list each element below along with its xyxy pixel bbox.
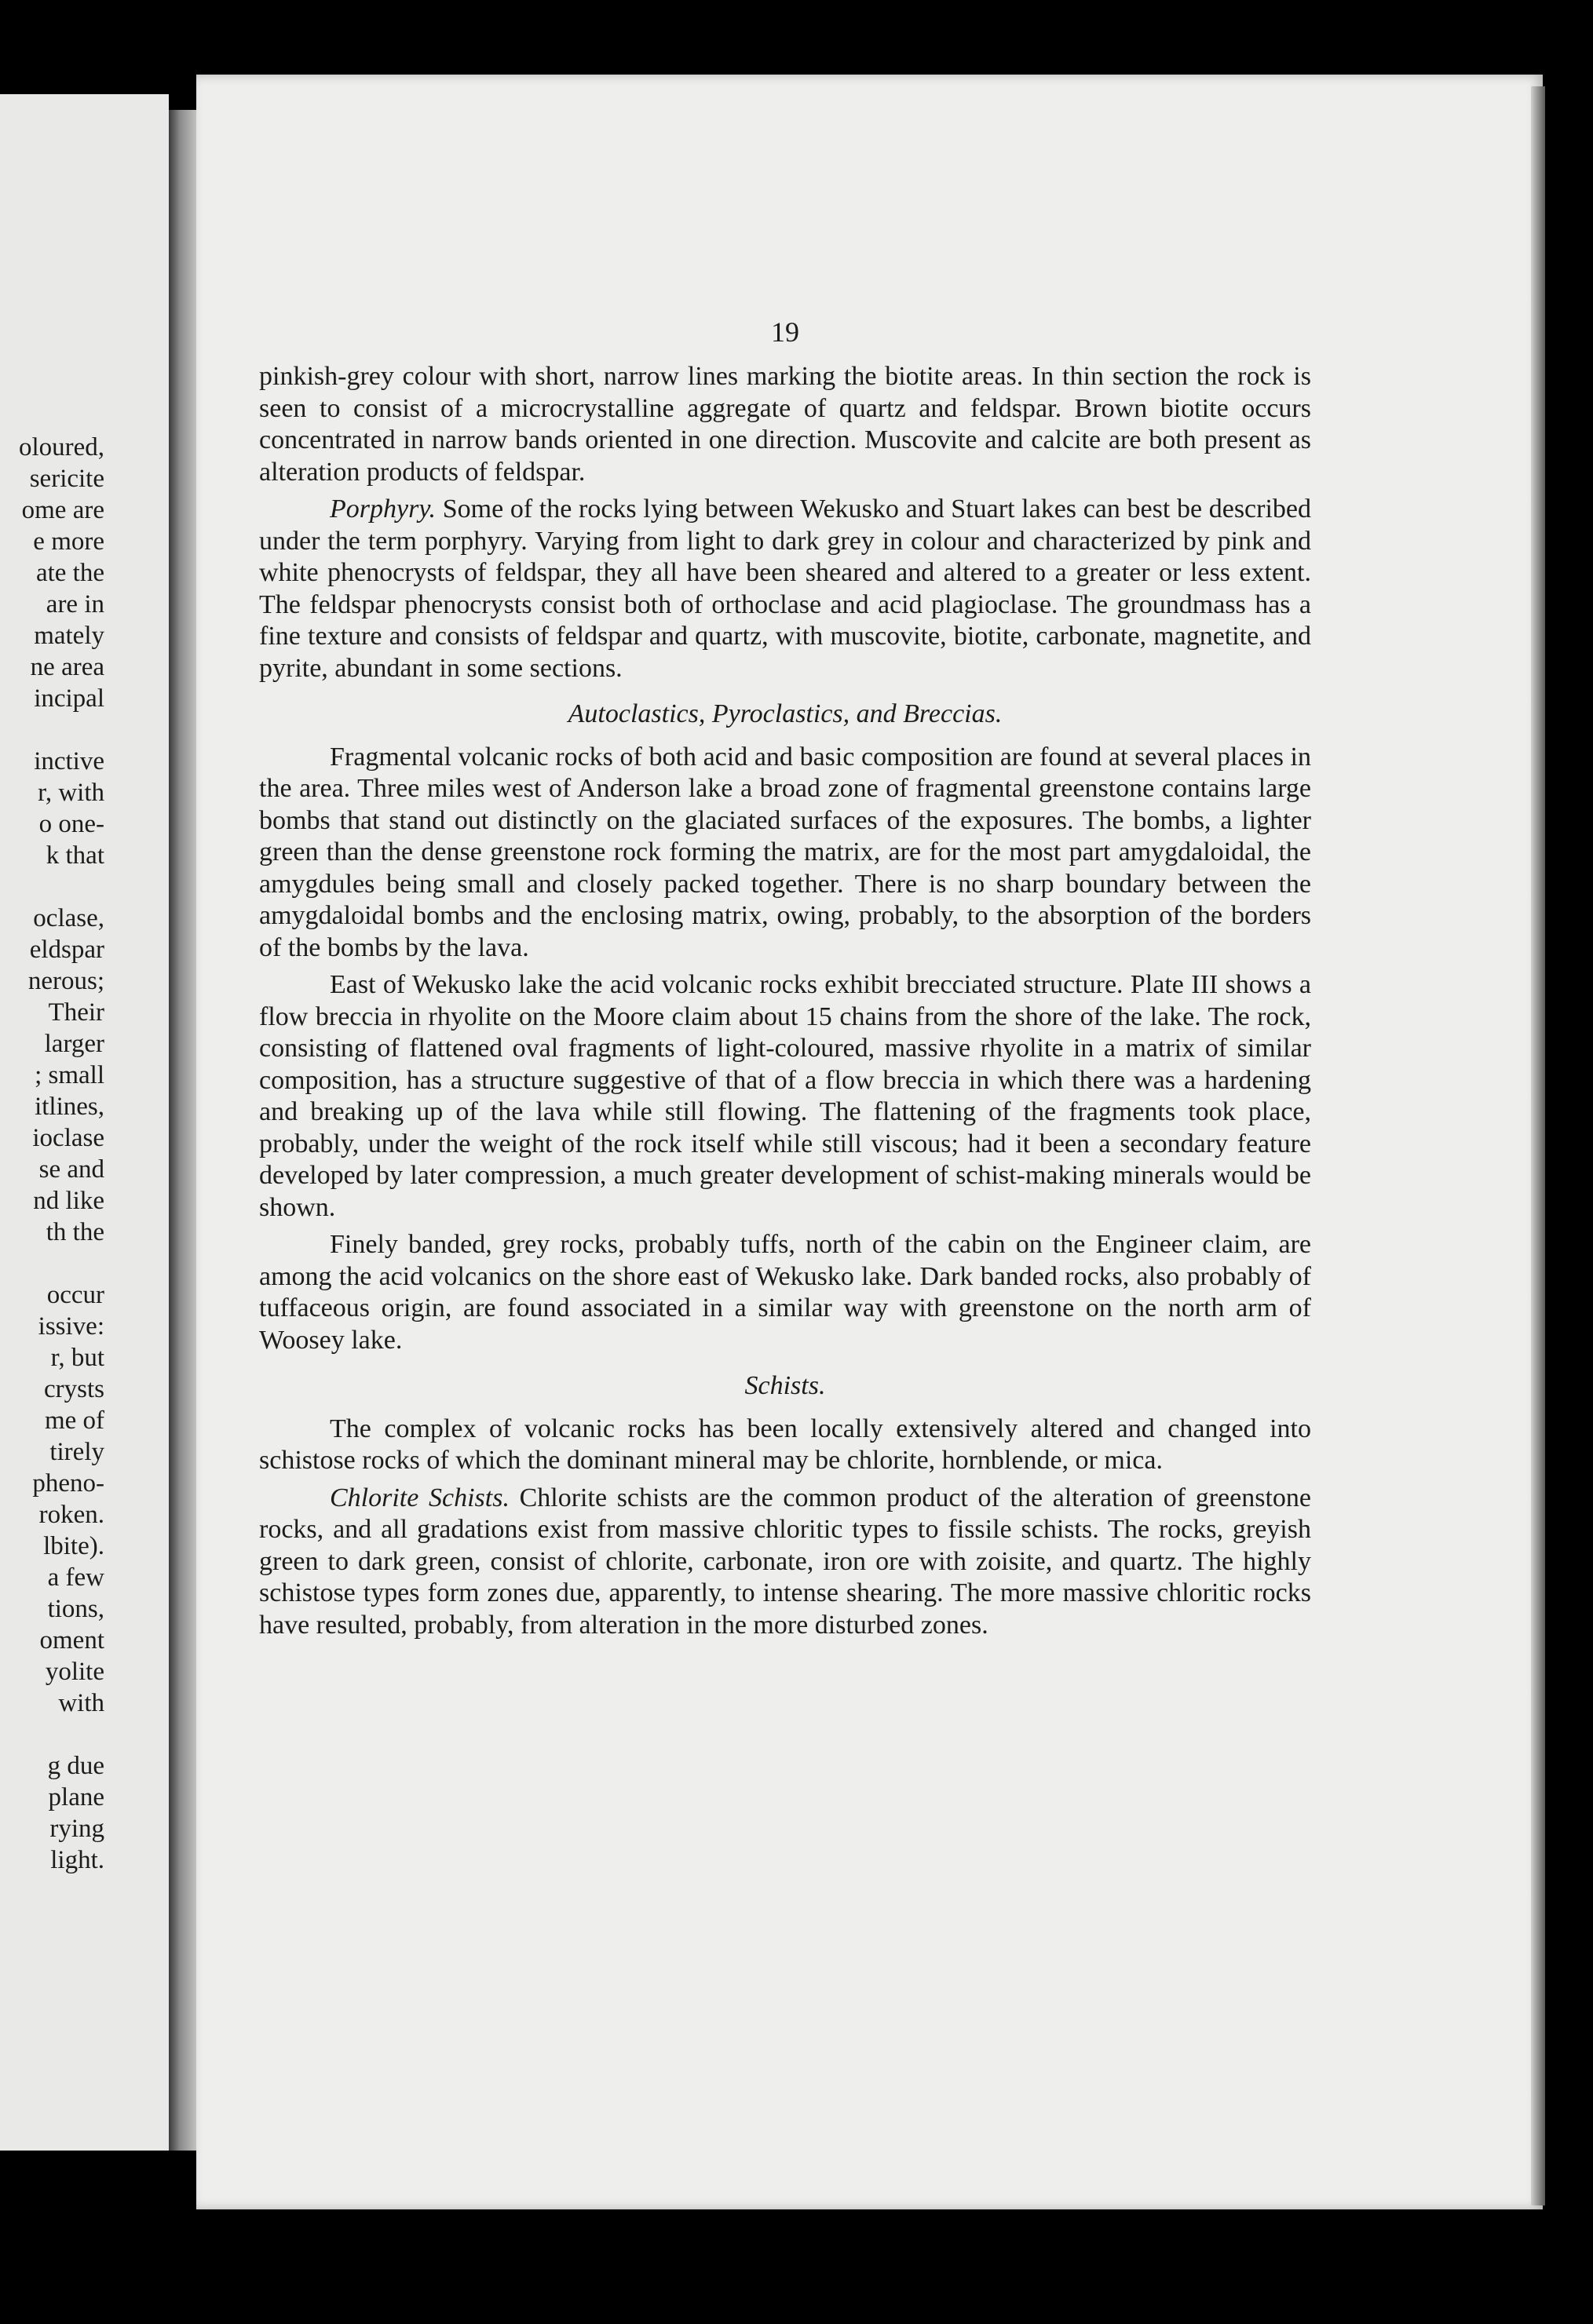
left-page-line: tions,: [47, 1595, 104, 1623]
left-page-line: are in: [46, 590, 104, 618]
left-page-line: eldspar: [29, 936, 104, 964]
heading-autoclastics: Autoclastics, Pyroclastics, and Breccias.: [568, 699, 1003, 728]
left-page-line: nerous;: [27, 967, 104, 995]
left-page-line: a few: [47, 1563, 104, 1592]
left-page-line: nd like: [33, 1187, 104, 1215]
left-page-line: Their: [48, 998, 104, 1027]
paragraph-porphyry: [259, 494, 1311, 684]
left-page-line: plane: [48, 1783, 104, 1811]
left-page-line: mately: [34, 622, 104, 650]
paragraph-biotite: pinkish-grey colour with short, narrow lines marking the biotite areas. In thin section the rock is seen to consist of a microcrystalline aggregate of quartz and feldspar. Brown biotite occurs concentrated in narrow bands oriented in one direction. Muscovite and calcite are both present as alteration products of feldspar.: [259, 362, 1311, 487]
left-page-line: ne area: [30, 653, 104, 681]
left-page-line: r, but: [50, 1344, 104, 1372]
left-page-line: tirely: [49, 1438, 104, 1466]
left-page-line: oclase,: [33, 904, 104, 932]
left-page-line: incipal: [34, 684, 104, 713]
left-page-line: g due: [47, 1752, 104, 1780]
paragraph-brecciated: East of Wekusko lake the acid volcanic rocks exhibit brecciated structure. Plate III shows a flow breccia in rhyolite on the Moore claim about 15 chains from the shore of the lake. The rock, consisting of flattened oval fragments of light-coloured, massive rhyolite in a matrix of similar composition, has a structure suggestive of that of a flow breccia in which there was a hardening and breaking up of the lava while still flowing. The flattening of the fragments took place, probably, under the weight of the rock itself while still viscous; had it been a secondary feature developed by later compression, a much greater development of schist-making minerals would be shown.: [259, 970, 1311, 1222]
left-page-line: k that: [46, 841, 104, 870]
porphyry-lead: Porphyry.: [330, 494, 437, 524]
left-page-line: with: [58, 1689, 104, 1717]
left-page-line: lbite).: [43, 1532, 104, 1560]
left-page-line: oloured,: [18, 433, 104, 462]
left-page-line: e more: [33, 527, 104, 556]
page-body: [259, 361, 1311, 1647]
porphyry-body: Some of the rocks lying between Wekusko and Stuart lakes can best be described under the term porphyry. Varying from light to dark grey in colour and characterized by pink and white phenocrysts of feldspar, they all have been sheared and altered to a greater or less extent. The feldspar phenocrysts consist both of orthoclase and acid plagioclase. The groundmass has a fine texture and consists of feldspar and quartz, with muscovite, biotite, carbonate, magnetite, and pyrite, abundant in some sections.: [259, 494, 1311, 683]
paragraph-schists-intro: The complex of volcanic rocks has been locally extensively altered and changed into schistose rocks of which the dominant mineral may be chlorite, hornblende, or mica.: [259, 1414, 1311, 1475]
left-page-line: pheno-: [32, 1469, 104, 1498]
page-edge: [1531, 86, 1545, 2205]
paragraph-chlorite-schists: [259, 1483, 1311, 1642]
left-page-line: r, with: [38, 779, 104, 807]
left-page-line: oment: [39, 1626, 104, 1655]
left-page-line: roken.: [38, 1501, 104, 1529]
left-facing-page: [0, 94, 169, 2151]
left-page-line: larger: [44, 1030, 104, 1058]
left-page-line: issive:: [38, 1312, 104, 1341]
paragraph-fragmental: Fragmental volcanic rocks of both acid and basic composition are found at several places in the area. Three miles west of Anderson lake a broad zone of fragmental greenstone contains large bombs that stand out distinctly on the glaciated surfaces of the exposures. The bombs, a lighter green than the dense greenstone rock forming the matrix, are for the most part amygdaloidal, the amygdules being small and closely packed together. There is no sharp boundary between the amygdaloidal bombs and the enclosing matrix, owing, probably, to the absorption of the borders of the bombs by the lava.: [259, 742, 1311, 962]
left-page-line: inctive: [34, 747, 104, 775]
chlorite-body: Chlorite schists are the common product of the alteration of greenstone rocks, and all gradations exist from massive chloritic types to fissile schists. The rocks, greyish green to dark green, consist of chlorite, carbonate, iron ore with zoisite, and quartz. The highly schistose types form zones due, apparently, to intense shearing. The more massive chloritic rocks have resulted, probably, from alteration in the more disturbed zones.: [259, 1483, 1311, 1640]
left-page-line: th the: [46, 1218, 104, 1246]
left-page-line: ; small: [35, 1061, 104, 1089]
left-page-line: me of: [44, 1406, 104, 1435]
left-page-line: occur: [46, 1281, 104, 1309]
left-page-line: ome are: [21, 496, 104, 524]
left-page-line: o one-: [38, 810, 104, 838]
chlorite-lead: Chlorite Schists.: [330, 1483, 510, 1512]
paragraph-tuffs: Finely banded, grey rocks, probably tuffs, north of the cabin on the Engineer claim, are among the acid volcanics on the shore east of Wekusko lake. Dark banded rocks, also probably of tuffaceous origin, are found associated in a similar way with greenstone on the north arm of Woosey lake.: [259, 1230, 1311, 1355]
left-page-line: sericite: [29, 465, 104, 493]
binding-gutter: [169, 110, 200, 2151]
left-page-line: yolite: [45, 1658, 104, 1686]
left-page-line: crysts: [44, 1375, 104, 1403]
left-page-line: rying: [49, 1815, 104, 1843]
left-page-line: ate the: [35, 559, 104, 587]
left-page-line: light.: [50, 1846, 104, 1874]
left-page-line: se and: [38, 1155, 104, 1184]
page-number: 19: [771, 316, 799, 348]
heading-schists: Schists.: [744, 1371, 826, 1400]
left-page-line: itlines,: [35, 1093, 104, 1121]
left-page-line: ioclase: [32, 1124, 104, 1152]
